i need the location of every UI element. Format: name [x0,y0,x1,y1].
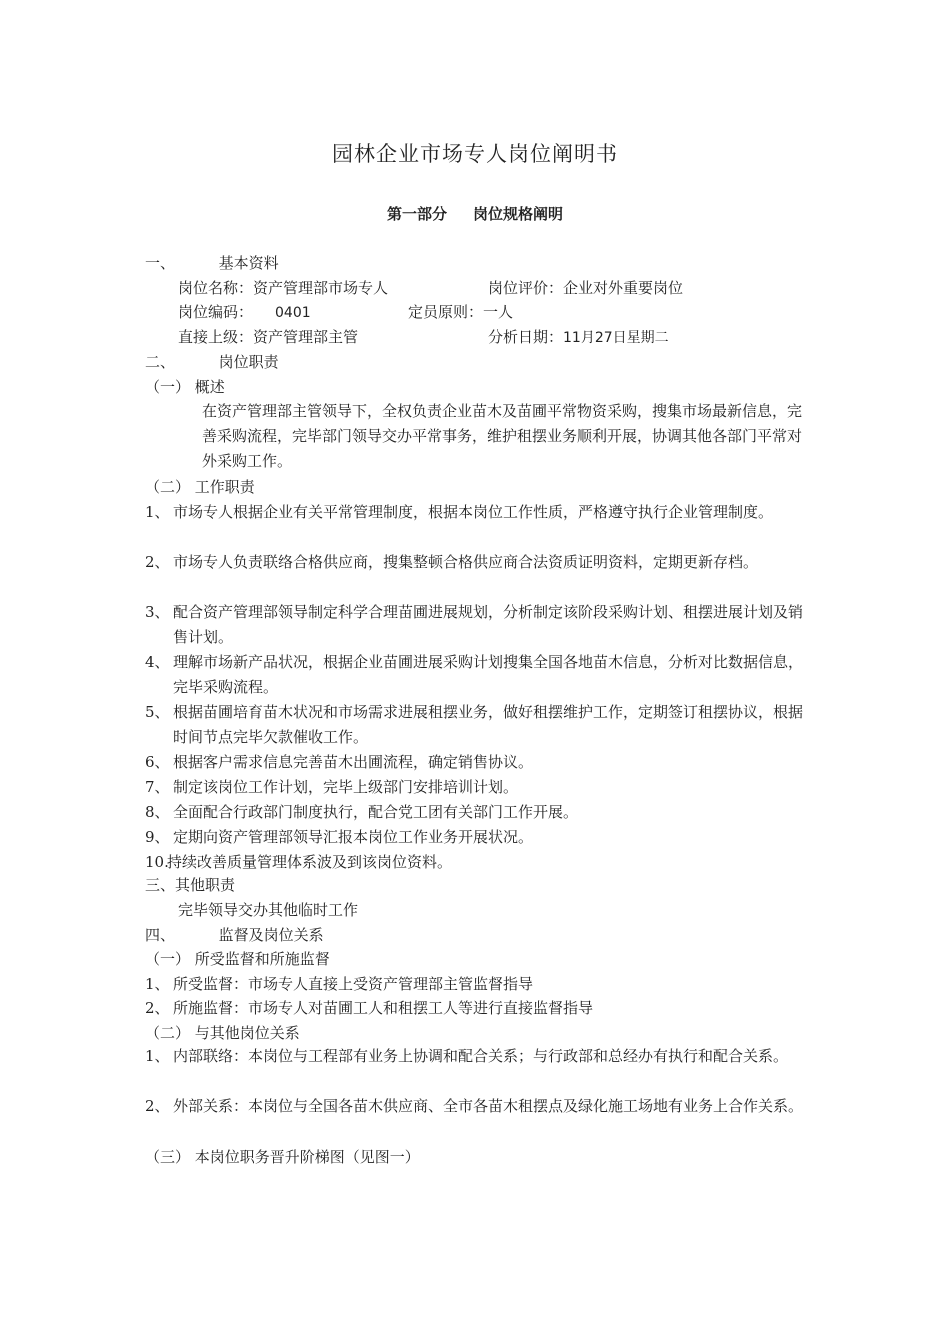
duties-heading [145,477,255,497]
section-3-heading: 三、其他职责 [145,876,236,894]
duty-text: 定期向资产管理部领导汇报本岗位工作业务开展状况。 [173,828,534,846]
overview-heading [145,377,225,397]
relations-item-text: 外部关系：本岗位与全国各苗木供应商、全市各苗木租摆点及绿化施工场地有业务上合作关系。 [173,1097,804,1115]
item-number: 2、 [145,999,170,1017]
section-title: 监督及岗位关系 [218,926,324,944]
post-code [178,302,311,323]
subsection-number: （二） [145,1024,191,1042]
section-title: 岗位职责 [218,353,279,371]
section-number: 二、 [145,353,176,371]
duty-number: 7、 [145,778,170,796]
supervision-item [145,974,533,994]
duty-number: 5、 [145,703,170,721]
duty-text: 持续改善质量管理体系波及到该岗位资料。 [167,853,453,871]
post-evaluation: 岗位评价：企业对外重要岗位 [488,279,684,297]
duty-text: 制定该岗位工作计划，完毕上级部门安排培训计划。 [173,778,519,796]
part-title: 岗位规格阐明 [473,205,564,223]
duty-text: 市场专人根据企业有关平常管理制度，根据本岗位工作性质，严格遵守执行企业管理制度。 [173,503,774,521]
analysis-date [488,327,669,348]
subsection-number: （一） [145,378,191,396]
subsection-title: 工作职责 [194,478,255,496]
analysis-date-value: 11月27日星期二 [563,330,669,346]
direct-superior: 直接上级：资产管理部主管 [178,328,359,346]
duty-number: 1、 [145,503,170,521]
part-label: 第一部分 [386,205,447,223]
item-text: 所施监督：市场专人对苗圃工人和租摆工人等进行直接监督指导 [173,999,594,1017]
duty-number: 10. [145,853,169,871]
item-number: 1、 [145,975,170,993]
duty-number: 2、 [145,553,170,571]
duty-text: 市场专人负责联络合格供应商，搜集整顿合格供应商合法资质证明资料，定期更新存档。 [173,553,759,571]
subsection-number: （三） [145,1148,191,1166]
section-2-heading [145,352,279,372]
relations-item-number: 2、 [145,1097,170,1115]
subsection-title: 概述 [194,378,225,396]
supervision-item [145,998,593,1018]
subsection-title: 所受监督和所施监督 [194,950,330,968]
section-number: 四、 [145,926,176,944]
promotion-heading [145,1147,420,1167]
duty-number: 8、 [145,803,170,821]
relations-item-number: 1、 [145,1047,170,1065]
part-heading [0,203,950,224]
post-code-label: 岗位编码： [178,303,254,321]
duty-number: 3、 [145,603,170,621]
post-name: 岗位名称：资产管理部市场专人 [178,279,389,297]
subsection-title: 与其他岗位关系 [194,1024,300,1042]
other-duties-text: 完毕领导交办其他临时工作 [178,901,359,919]
subsection-number: （一） [145,950,191,968]
duty-text: 根据客户需求信息完善苗木出圃流程，确定销售协议。 [173,753,534,771]
section-1-heading [145,253,279,273]
relations-item-text: 内部联络：本岗位与工程部有业务上协调和配合关系；与行政部和总经办有执行和配合关系。 [173,1047,789,1065]
duty-text: 配合资产管理部领导制定科学合理苗圃进展规划，分析制定该阶段采购计划、租摆进展计划及销售计划。 [173,603,804,646]
duty-number: 9、 [145,828,170,846]
duty-number: 4、 [145,653,170,671]
duty-number: 6、 [145,753,170,771]
supervision-heading [145,949,330,969]
duty-text: 根据苗圃培育苗木状况和市场需求进展租摆业务，做好租摆维护工作，定期签订租摆协议，根据时间节点完毕欠款催收工作。 [173,703,804,746]
overview-text: 在资产管理部主管领导下，全权负责企业苗木及苗圃平常物资采购，搜集市场最新信息，完善采购流程，完毕部门领导交办平常事务，维护租摆业务顺利开展，协调其他各部门平常对外采购工作。 [202,402,803,470]
item-text: 所受监督：市场专人直接上受资产管理部主管监督指导 [173,975,534,993]
duty-text: 全面配合行政部门制度执行，配合党工团有关部门工作开展。 [173,803,579,821]
post-code-value: 0401 [275,305,311,321]
subsection-title: 本岗位职务晋升阶梯图（见图一） [194,1148,420,1166]
staffing-principle: 定员原则：一人 [408,303,514,321]
relations-heading [145,1023,300,1043]
section-title: 基本资料 [218,254,279,272]
analysis-date-label: 分析日期： [488,328,564,346]
section-4-heading [145,925,324,945]
subsection-number: （二） [145,478,191,496]
section-number: 一、 [145,254,176,272]
duty-text: 理解市场新产品状况，根据企业苗圃进展采购计划搜集全国各地苗木信息，分析对比数据信息，完毕采购流程。 [173,653,804,696]
document-title: 园林企业市场专人岗位阐明书 [332,142,618,166]
